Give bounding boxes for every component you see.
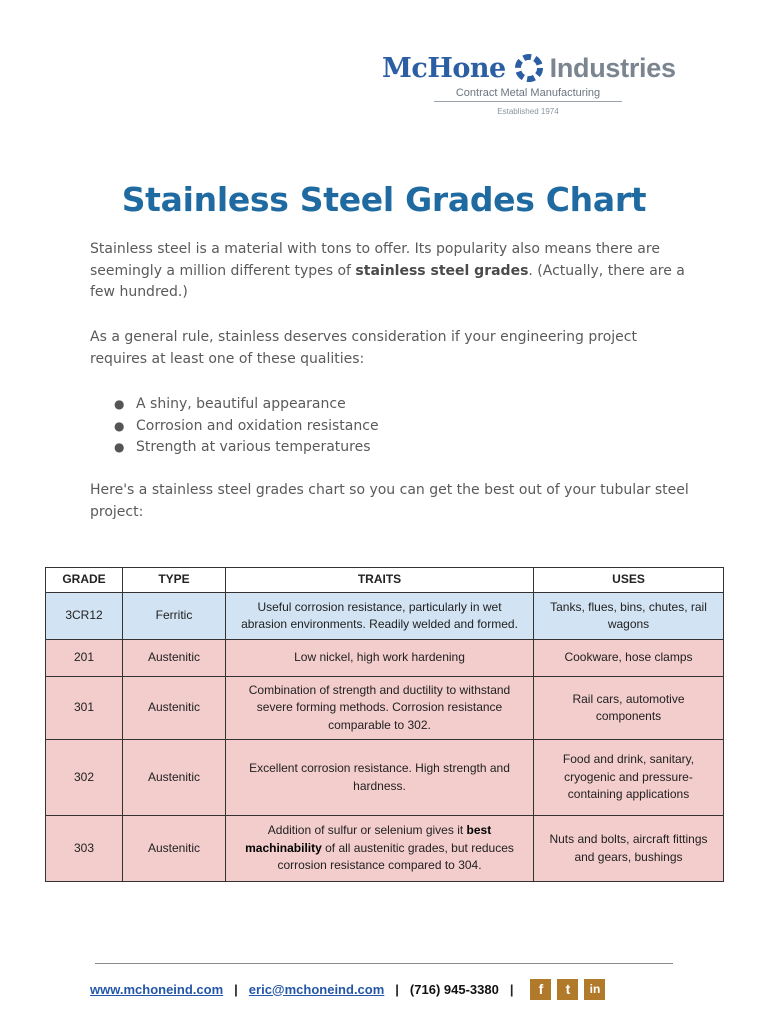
logo-ring-icon	[512, 51, 546, 85]
traits-text: Addition of sulfur or selenium gives it	[267, 823, 467, 838]
header-grade: GRADE	[46, 568, 123, 593]
cell-type: Ferritic	[123, 593, 226, 640]
chart-intro-paragraph: Here's a stainless steel grades chart so you can get the best out of your tubular steel project:	[90, 482, 689, 520]
qualities-paragraph: As a general rule, stainless deserves consideration if your engineering project requires at least one of these qualities:	[90, 329, 637, 367]
logo-wordmark-right: Industries	[549, 52, 676, 83]
table-row	[46, 816, 724, 882]
grades-table	[45, 567, 724, 882]
website-link[interactable]: www.mchoneind.com	[90, 981, 224, 997]
cell-uses: Nuts and bolts, aircraft fittings and gears, bushings	[534, 816, 724, 882]
footer-separator: |	[509, 981, 514, 997]
cell-uses: Cookware, hose clamps	[534, 640, 724, 677]
email-link[interactable]: eric@mchoneind.com	[248, 981, 385, 997]
cell-grade: 301	[46, 677, 123, 740]
footer-divider	[95, 963, 673, 964]
cell-type: Austenitic	[123, 640, 226, 677]
logo-wordmark-left: McHone	[382, 52, 506, 84]
bullet-icon: ●	[114, 418, 125, 433]
logo-established: Established 1974	[497, 107, 559, 116]
footer-separator: |	[395, 981, 399, 997]
list-item	[90, 437, 690, 459]
cell-uses: Food and drink, sanitary, cryogenic and pressure-containing applications	[534, 740, 724, 816]
intro-bold-text: stainless steel grades	[355, 262, 529, 279]
table-row	[46, 593, 724, 640]
page-title: Stainless Steel Grades Chart	[121, 180, 647, 219]
phone-number: (716) 945-3380	[409, 981, 499, 997]
cell-grade: 201	[46, 640, 123, 677]
bullet-icon: ●	[114, 440, 125, 454]
cell-type: Austenitic	[123, 816, 226, 882]
linkedin-icon[interactable]: in	[584, 979, 605, 1000]
social-links	[530, 979, 605, 1000]
cell-grade: 303	[46, 816, 123, 882]
cell-traits: Excellent corrosion resistance. High strength and hardness.	[226, 740, 534, 816]
facebook-icon[interactable]: f	[530, 979, 551, 1000]
bullet-icon: ●	[114, 397, 125, 411]
logo-tagline: Contract Metal Manufacturing	[434, 87, 622, 102]
cell-grade: 3CR12	[46, 593, 123, 640]
cell-uses: Rail cars, automotive components	[534, 677, 724, 740]
table-row	[46, 740, 724, 816]
cell-type: Austenitic	[123, 677, 226, 740]
list-item-text: A shiny, beautiful appearance	[136, 396, 346, 412]
intro-text-end: . (Actually, there are a few hundred.)	[90, 262, 685, 300]
table-row	[46, 677, 724, 740]
list-item-text: Corrosion and oxidation resistance	[136, 417, 379, 434]
header-type: TYPE	[123, 568, 226, 593]
cell-grade: 302	[46, 740, 123, 816]
intro-paragraph	[90, 239, 690, 304]
intro-text: Stainless steel is a material with tons to offer. Its popularity also means there are seemingly a million different types of	[90, 241, 660, 279]
traits-bold-text: best machinability	[245, 823, 492, 855]
cell-traits: Useful corrosion resistance, particularly in wet abrasion environments. Readily welded and formed.	[226, 593, 534, 640]
cell-traits: Combination of strength and ductility to withstand severe forming methods. Corrosion resistance comparable to 302.	[226, 677, 534, 740]
list-item-text: Strength at various temperatures	[136, 439, 371, 455]
table-row	[46, 640, 724, 677]
twitter-icon[interactable]: t	[557, 979, 578, 1000]
list-item	[90, 416, 690, 438]
list-item	[90, 394, 690, 416]
cell-traits: Low nickel, high work hardening	[226, 640, 534, 677]
footer-contact-bar	[90, 979, 605, 999]
cell-uses: Tanks, flues, bins, chutes, rail wagons	[534, 593, 724, 640]
cell-traits	[226, 816, 534, 882]
qualities-list	[90, 394, 690, 459]
header-uses: USES	[534, 568, 724, 593]
cell-type: Austenitic	[123, 740, 226, 816]
header-traits: TRAITS	[226, 568, 534, 593]
table-header-row	[46, 568, 724, 593]
company-logo	[382, 44, 682, 124]
traits-text-end: of all austenitic grades, but reduces corrosion resistance compared to 304.	[277, 840, 514, 873]
footer-separator: |	[234, 981, 238, 997]
